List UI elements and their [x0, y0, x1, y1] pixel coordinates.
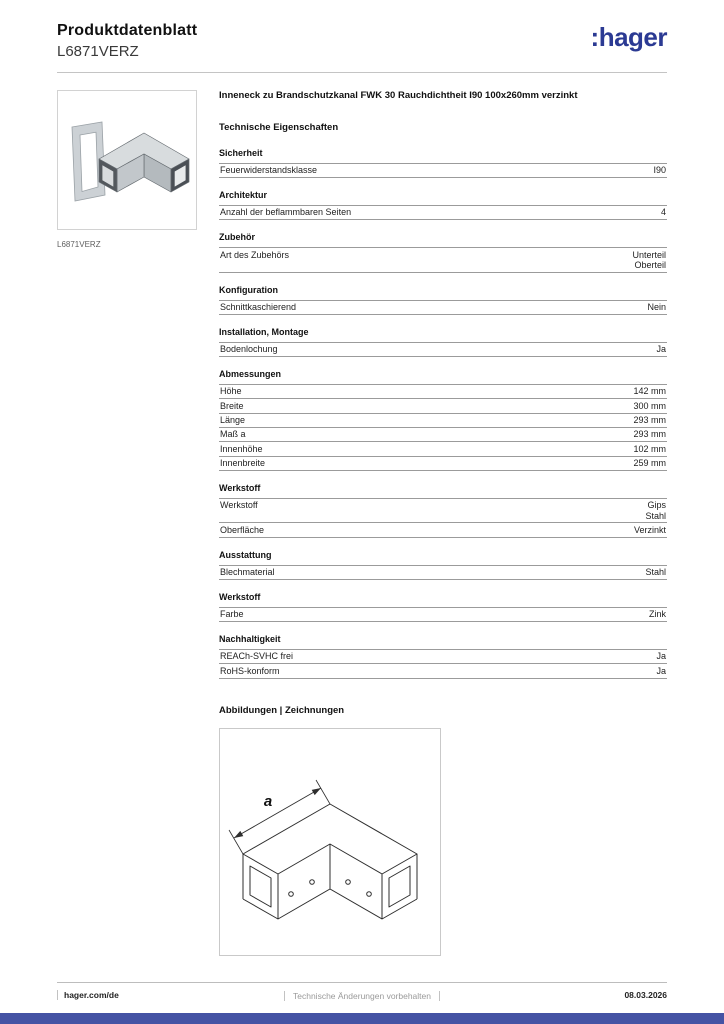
spec-row-value: 4 — [660, 207, 666, 218]
spec-rows — [219, 342, 667, 357]
spec-row-value: 142 mm — [633, 386, 666, 397]
spec-section-heading: Nachhaltigkeit — [219, 634, 281, 645]
spec-row-label: RoHS-konform — [220, 665, 280, 676]
corner-piece — [99, 133, 189, 192]
footer-brand-bar — [0, 1013, 724, 1024]
spec-row — [219, 499, 667, 524]
product-photo-rendering — [58, 91, 196, 229]
spec-rows — [219, 384, 667, 471]
spec-sections — [219, 148, 667, 679]
dimension-label: a — [263, 792, 273, 810]
drawings-heading: Abbildungen | Zeichnungen — [219, 704, 345, 716]
footer-divider — [284, 991, 285, 1001]
spec-section — [219, 327, 667, 357]
product-image — [57, 90, 197, 230]
spec-rows — [219, 163, 667, 178]
spec-section — [219, 148, 667, 178]
spec-section-heading: Werkstoff — [219, 591, 261, 602]
spec-row — [219, 523, 667, 537]
spec-row — [219, 457, 667, 471]
spec-row — [219, 414, 667, 428]
spec-row — [219, 650, 667, 664]
spec-row — [219, 385, 667, 399]
spec-row — [219, 248, 667, 273]
spec-row — [219, 164, 667, 178]
spec-row-value: Stahl — [645, 567, 666, 578]
spec-row-label: Feuerwiderstandsklasse — [220, 165, 318, 176]
footer-notice: Technische Änderungen vorbehalten — [293, 991, 431, 1001]
corner-duct-drawing — [220, 729, 440, 955]
spec-row-label: Breite — [220, 400, 244, 411]
spec-row-label: Bodenlochung — [220, 344, 278, 355]
spec-row-value: Ja — [656, 665, 666, 676]
spec-row-label: Oberfläche — [220, 524, 265, 535]
spec-section — [219, 190, 667, 220]
spec-row — [219, 399, 667, 413]
spec-row-value: 293 mm — [633, 429, 666, 440]
spec-rows — [219, 565, 667, 580]
footer-center — [284, 991, 440, 1001]
spec-row-value: 300 mm — [633, 400, 666, 411]
footer-date: 08.03.2026 — [624, 990, 667, 1000]
spec-section-heading: Abmessungen — [219, 369, 282, 380]
spec-row — [219, 206, 667, 220]
duct-outline — [243, 804, 417, 919]
footer-divider — [57, 990, 58, 1000]
spec-section-heading: Zubehör — [219, 232, 255, 243]
spec-section — [219, 483, 667, 538]
spec-section — [219, 634, 667, 678]
spec-row-label: Farbe — [220, 609, 244, 620]
spec-row — [219, 343, 667, 357]
spec-row — [219, 442, 667, 456]
spec-section-heading: Ausstattung — [219, 549, 272, 560]
spec-row — [219, 664, 667, 678]
spec-section — [219, 232, 667, 272]
hager-logo — [591, 22, 667, 50]
left-column — [57, 90, 197, 956]
spec-row-value: Nein — [647, 302, 666, 313]
footer-site-link[interactable]: hager.com/de — [64, 990, 119, 1000]
logo-text: hager — [598, 22, 667, 52]
spec-row-value: 293 mm — [633, 415, 666, 426]
spec-rows — [219, 649, 667, 679]
spec-row — [219, 608, 667, 622]
page-footer — [57, 982, 667, 1000]
spec-rows — [219, 498, 667, 538]
spec-row-value: Ja — [656, 344, 666, 355]
spec-row-value: 259 mm — [633, 458, 666, 469]
spec-section — [219, 285, 667, 315]
footer-divider — [439, 991, 440, 1001]
product-id: L6871VERZ — [57, 43, 139, 60]
product-title: Inneneck zu Brandschutzkanal FWK 30 Rauchdichtheit I90 100x260mm verzinkt — [219, 90, 578, 101]
spec-row-label: Innenbreite — [220, 458, 266, 469]
spec-section-heading: Architektur — [219, 190, 268, 201]
main-area — [57, 90, 667, 956]
spec-section-heading: Installation, Montage — [219, 326, 309, 337]
spec-row-value: I90 — [653, 165, 666, 176]
product-image-caption: L6871VERZ — [57, 240, 101, 249]
spec-row — [219, 301, 667, 315]
spec-row-label: Anzahl der beflammbaren Seiten — [220, 207, 352, 218]
spec-rows — [219, 247, 667, 273]
spec-row-value: 102 mm — [633, 443, 666, 454]
footer-left — [57, 990, 119, 1000]
spec-section — [219, 369, 667, 471]
spec-row-label: Werkstoff — [220, 500, 258, 511]
spec-row-label: Höhe — [220, 386, 242, 397]
spec-row-label: Länge — [220, 415, 246, 426]
technical-drawing — [219, 728, 441, 956]
spec-section — [219, 550, 667, 580]
spec-section-heading: Sicherheit — [219, 148, 263, 158]
spec-section — [219, 592, 667, 622]
spec-section-heading: Werkstoff — [219, 482, 261, 493]
spec-row — [219, 566, 667, 580]
spec-row-label: Schnittkaschierend — [220, 302, 297, 313]
logo-colon: : — [590, 22, 599, 52]
spec-row-value: Gips Stahl — [645, 500, 666, 521]
spec-row-label: Innenhöhe — [220, 443, 263, 454]
spec-row-value: Verzinkt — [633, 524, 666, 535]
spec-rows — [219, 607, 667, 622]
dimension-arrow — [229, 780, 330, 854]
spec-row-value: Zink — [648, 609, 666, 620]
spec-row — [219, 428, 667, 442]
tech-properties-heading: Technische Eigenschaften — [219, 122, 339, 133]
spec-rows — [219, 205, 667, 220]
spec-row-value: Ja — [656, 651, 666, 662]
spec-row-label: Blechmaterial — [220, 567, 275, 578]
spec-row-value: Unterteil Oberteil — [632, 249, 666, 270]
spec-row-label: REACh-SVHC frei — [220, 651, 294, 662]
document-title: Produktdatenblatt — [57, 22, 198, 39]
page-header — [57, 22, 667, 73]
spec-row-label: Art des Zubehörs — [220, 249, 290, 260]
right-column — [219, 90, 667, 956]
spec-section-heading: Konfiguration — [219, 284, 278, 295]
spec-row-label: Maß a — [220, 429, 246, 440]
header-titles — [57, 22, 197, 60]
spec-rows — [219, 300, 667, 315]
